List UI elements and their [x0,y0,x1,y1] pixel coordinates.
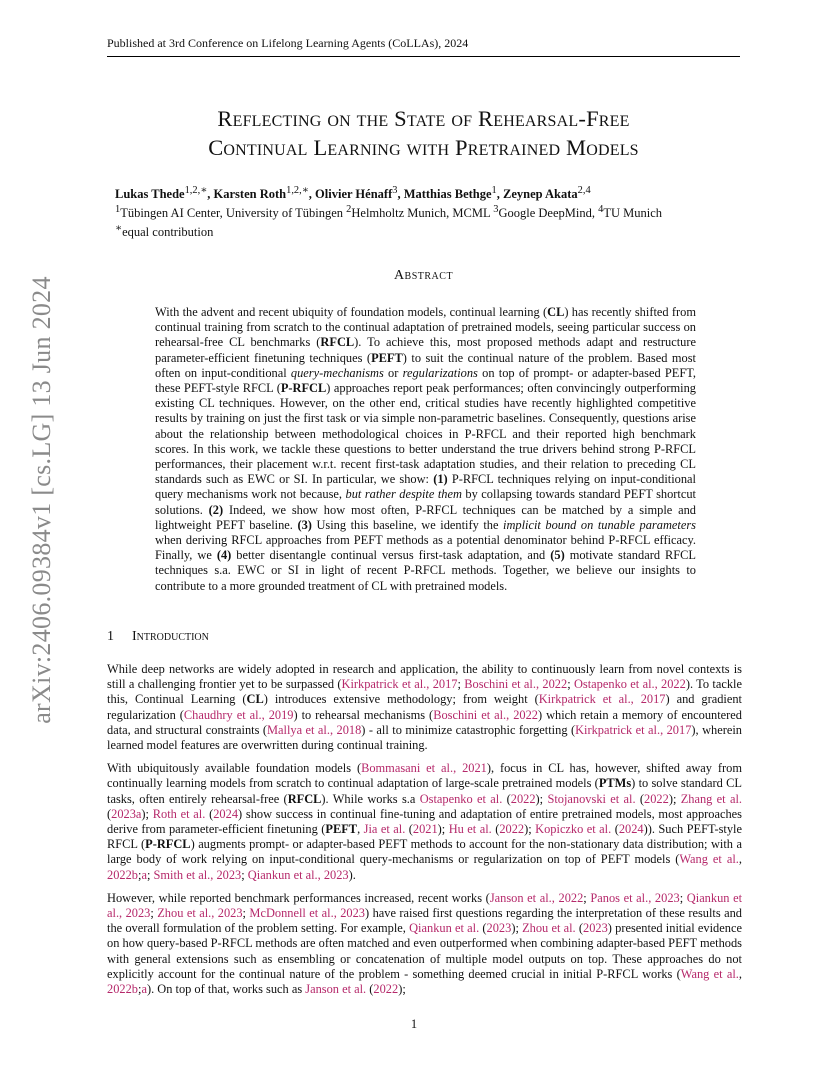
citation-link[interactable]: Panos et al., 2023 [590,890,680,905]
text-run: ); [398,982,406,997]
text-run: ); [437,822,449,837]
text-run: ; [567,677,574,692]
citation-link[interactable]: Ostapenko et al. [419,791,503,806]
text-run: ) augments prompt- or adapter-based PEFT methods to account for the non-stationary data distribution; with a large body of work relying on input-conditional query-mechanisms or regularization on top of PEFT models ( [107,837,742,867]
section-title: Introduction [132,629,209,644]
text-run: ) to suit the continual nature of the problem. Based most often on input-conditional [155,350,697,380]
citation-link[interactable]: 2023a [111,806,142,821]
author-affiliation-mark: 1,2,∗ [286,185,309,196]
text-run: motivate standard RFCL techniques s.a. EWC or SI in light of recent P-RFCL methods. Together, we believe our insights to contribute to a more grounded treatment of CL with pretrained models. [155,548,696,593]
author-name: Karsten Roth [213,187,287,202]
citation-link[interactable]: Wang et al. [680,966,739,981]
emphasis: but rather despite them [345,487,462,502]
arxiv-identifier-text: arXiv:2406.09384v1 [cs.LG] 13 Jun 2024 [27,276,56,724]
abstract-heading: Abstract [393,268,454,283]
affiliation-mark: 1 [115,204,121,216]
bold-term: PEFT [371,350,403,365]
text-run: ) which retain a memory of encountered data, and structural constraints ( [107,707,742,737]
text-run: better disentangle continual versus first-task adaptation, and [231,548,551,563]
text-run: However, while reported benchmark performances increased, recent works ( [107,890,490,905]
text-run: ; [150,906,158,921]
citation-link[interactable]: Jia et al. [363,822,406,837]
citation-link[interactable]: Boschini et al., 2022 [464,677,568,692]
citation-link[interactable]: Janson et al. [305,982,367,997]
citation-link[interactable]: 2022 [499,822,525,837]
author-name: Matthias Bethge [403,187,492,202]
citation-link[interactable]: Kopiczko et al. [535,822,612,837]
author-affiliation-mark: 1,2,∗ [184,185,208,196]
citation-link[interactable]: 2022b [107,982,138,997]
text-run: ). To achieve this, most proposed methods adapt and restructure parameter-efficient finetuning techniques ( [155,335,696,365]
text-run: ). On top of that, works such as [146,982,306,997]
citation-link[interactable]: Wang et al. [679,852,739,867]
text-run: ( [405,822,413,837]
affiliation-name: TU Munich [603,206,662,221]
paper-title [107,104,740,162]
affiliation-mark: 4 [598,204,604,216]
citation-link[interactable]: 2024 [213,806,239,821]
text-run: ); [535,791,548,806]
text-run: ) show success in continual fine-tuning and adaptation of entire pretrained models, most approaches derive from parameter-efficient finetuning ( [107,806,743,837]
citation-link[interactable]: Qiankun et al., 2023 [247,867,349,882]
text-run: With ubiquitously available foundation models ( [107,761,362,776]
citation-link[interactable]: Zhou et al., 2023 [157,906,243,921]
author-separator: , [397,187,404,202]
text-run: ; [583,890,591,905]
text-run: ( [575,921,583,936]
affiliation-name: Tübingen AI Center, University of Tübingen [120,206,347,221]
bold-term: (3) [297,517,312,532]
text-run: ). While works s.a [321,791,420,806]
author-name: Olivier Hénaff [315,187,393,202]
text-run: ). [348,867,356,882]
text-run: While deep networks are widely adopted in research and application, the ability to continuously learn from novel contexts is still a challenging frontier yet to be surpassed ( [107,662,742,692]
equal-contribution-note [115,221,745,240]
text-run: ) have raised first questions regarding the interpretation of these results and the overall formulation of the problem setting. For example, [107,906,742,936]
text-run: ) to solve standard CL tasks, often entirely rehearsal-free ( [107,776,742,806]
body-paragraph [107,761,742,883]
citation-link[interactable]: Hu et al. [448,822,492,837]
bold-term: P-RFCL [145,837,191,852]
bold-term: (4) [216,548,232,563]
citation-link[interactable]: a [141,867,147,882]
citation-link[interactable]: Stojanovski et al. [547,791,636,806]
citation-link[interactable]: Chaudhry et al., 2019 [183,707,294,722]
text-run: ), wherein learned model features are overwritten during continual training. [107,722,742,753]
bold-term: PEFT [325,822,358,837]
author-separator: , [496,187,503,202]
citation-link[interactable]: a [141,982,147,997]
text-run: ( [205,806,214,821]
text-run: ( [366,982,374,997]
bold-term: (5) [550,548,565,563]
text-run: ) introduces extensive methodology; from weight ( [263,692,539,707]
arxiv-identifier [22,276,62,724]
paper-title-line-1: Reflecting on the State of Rehearsal-Free [217,106,630,131]
author-name: Zeynep Akata [502,187,578,202]
text-run: when deriving RFCL approaches from PEFT methods as a potential denominator behind P-RFCL efficacy. Finally, we [155,533,696,563]
bold-term: (1) [433,472,448,487]
text-run: , [357,822,364,837]
text-run: ) and gradient regularization ( [107,692,742,722]
citation-link[interactable]: Kirkpatrick et al., 2017 [341,677,458,692]
text-run: ). To tackle this, Continual Learning ( [107,677,742,707]
text-run: P-RFCL techniques relying on input-conditional query mechanisms work not because, [155,472,696,502]
text-run: Using this baseline, we identify the [311,517,503,532]
text-run: by collapsing towards standard PEFT shortcut solutions. [155,487,696,517]
text-run: , [738,966,742,981]
affiliation-mark: 3 [493,204,499,216]
author-affiliation-mark: 3 [392,185,398,196]
text-run: ; [241,867,248,882]
text-run: ; [137,867,142,882]
affiliation-list [115,202,745,221]
equal-contribution-mark: ∗ [115,223,123,235]
section-number: 1 [107,629,114,644]
citation-link[interactable]: Qiankun et al., 2023 [107,890,743,921]
citation-link[interactable]: Zhou et al. [522,921,576,936]
citation-link[interactable]: Kirkpatrick et al., 2017 [575,722,692,737]
bold-term: (2) [208,502,224,517]
conference-header: Published at 3rd Conference on Lifelong Learning Agents (CoLLAs), 2024 [107,36,740,57]
citation-link[interactable]: Janson et al., 2022 [489,890,584,905]
citation-link[interactable]: Kirkpatrick et al., 2017 [538,692,666,707]
body-paragraph [107,662,742,753]
affiliation-mark: 2 [346,204,352,216]
author-affiliation-mark: 2,4 [577,185,591,196]
citation-link[interactable]: Ostapenko et al., 2022 [573,677,686,692]
citation-link[interactable]: 2024 [618,822,644,837]
text-run: ; [146,867,154,882]
citation-link[interactable]: 2023 [583,921,608,936]
emphasis: regularizations [402,365,478,380]
affiliation-name: Google DeepMind, [498,206,599,221]
text-run: ( [491,822,500,837]
section-heading [107,629,209,645]
author-separator: , [207,187,214,202]
bold-term: CL [547,305,565,319]
text-run: ; [457,677,465,692]
citation-link[interactable]: Zhang et al. [680,791,742,806]
text-run: on top of prompt- or adapter-based PEFT, these PEFT-style RFCL ( [155,365,696,396]
text-run: ); [511,921,523,936]
bold-term: RFCL [320,335,355,350]
text-run: ); [524,822,536,837]
author-affiliation-mark: 1 [491,185,497,196]
text-run: ) has recently shifted from continual training from scratch to the continual adaptation of pretrained models, seeing particular success on rehearsal-free CL benchmarks ( [155,305,696,350]
bold-term: PTMs [598,776,632,791]
text-run: ); [141,806,153,821]
citation-link[interactable]: 2021 [412,822,438,837]
text-run: ); [668,791,681,806]
author-block [115,183,745,240]
affiliation-name: Helmholtz Munich, MCML [351,206,494,221]
citation-link[interactable]: 2023 [486,921,512,936]
citation-link[interactable]: 2022 [510,791,536,806]
body-paragraph [107,891,742,997]
bold-term: CL [246,692,264,707]
text-run: ( [611,822,619,837]
bold-term: RFCL [287,791,322,806]
citation-link[interactable]: McDonnell et al., 2023 [249,906,366,921]
citation-link[interactable]: 2022b [107,867,138,882]
citation-link[interactable]: Roth et al. [152,806,206,821]
citation-link[interactable]: Boschini et al., 2022 [433,707,538,722]
paper-title-line-2: Continual Learning with Pretrained Models [208,135,639,160]
text-run: ; [679,890,687,905]
equal-contribution-text: equal contribution [122,225,214,240]
text-run: ) to rehearsal mechanisms ( [293,707,434,722]
text-run: With the advent and recent ubiquity of foundation models, continual learning ( [155,305,548,319]
text-run: ; [137,982,142,997]
abstract-text [155,305,696,594]
citation-link[interactable]: 2022 [644,791,669,806]
text-run: ) presented initial evidence on how query-based P-RFCL methods are often matched and even outperformed when combining adapter-based PEFT methods with general extensions such as ensembling or concatenation of multiple model outputs on top. These approaches do not explicitly account for the continual nature of the problem - something deemed crucial in initial P-RFCL works ( [107,921,742,981]
emphasis: implicit bound on tunable parameters [503,517,696,532]
bold-term: P-RFCL [280,381,327,396]
text-run: ( [479,921,487,936]
text-run: ; [242,906,250,921]
text-run: ( [502,791,511,806]
citation-link[interactable]: Mallya et al., 2018 [267,722,362,737]
citation-link[interactable]: Qiankun et al. [409,921,480,936]
page-number: 1 [410,1017,418,1031]
emphasis: query-mechanisms [290,365,384,380]
author-separator: , [308,187,316,202]
text-run: or [383,365,403,380]
author-name: Lukas Thede [115,187,185,202]
text-run: Indeed, we show how most often, P-RFCL techniques can be matched by a simple and lightweight PEFT baseline. [155,502,696,532]
text-run: ) approaches report peak performances; often convincingly outperforming existing CL techniques. However, on the other end, critical studies have recently highlighted competitive results by training on just the first task or via simple non-parametric baselines. Consequently, questions arise about the relationship between methodological choices in P-RFCL and their reported high benchmark scores. In this work, we tackle these questions to better understand the true drivers behind strong P-RFCL performances, their placement w.r.t. recent first-task adaptation studies, and their relation to preceding CL standards such as EWC or SI. In particular, we show: [155,381,696,487]
text-run: ( [107,806,112,821]
text-run: ) - all to minimize catastrophic forgetting ( [361,722,576,737]
author-list [115,183,745,202]
citation-link[interactable]: 2022 [373,982,399,997]
citation-link[interactable]: Bommasani et al., 2021 [361,761,487,776]
text-run: , [738,852,742,867]
introduction-body [107,662,742,1005]
text-run: )). Such PEFT-style RFCL ( [107,822,742,852]
text-run: ), focus in CL has, however, shifted away from continually learning models from scratch to continual adaptation of large-scale pretrained models ( [107,761,742,791]
text-run: ( [635,791,645,806]
citation-link[interactable]: Smith et al., 2023 [153,867,242,882]
